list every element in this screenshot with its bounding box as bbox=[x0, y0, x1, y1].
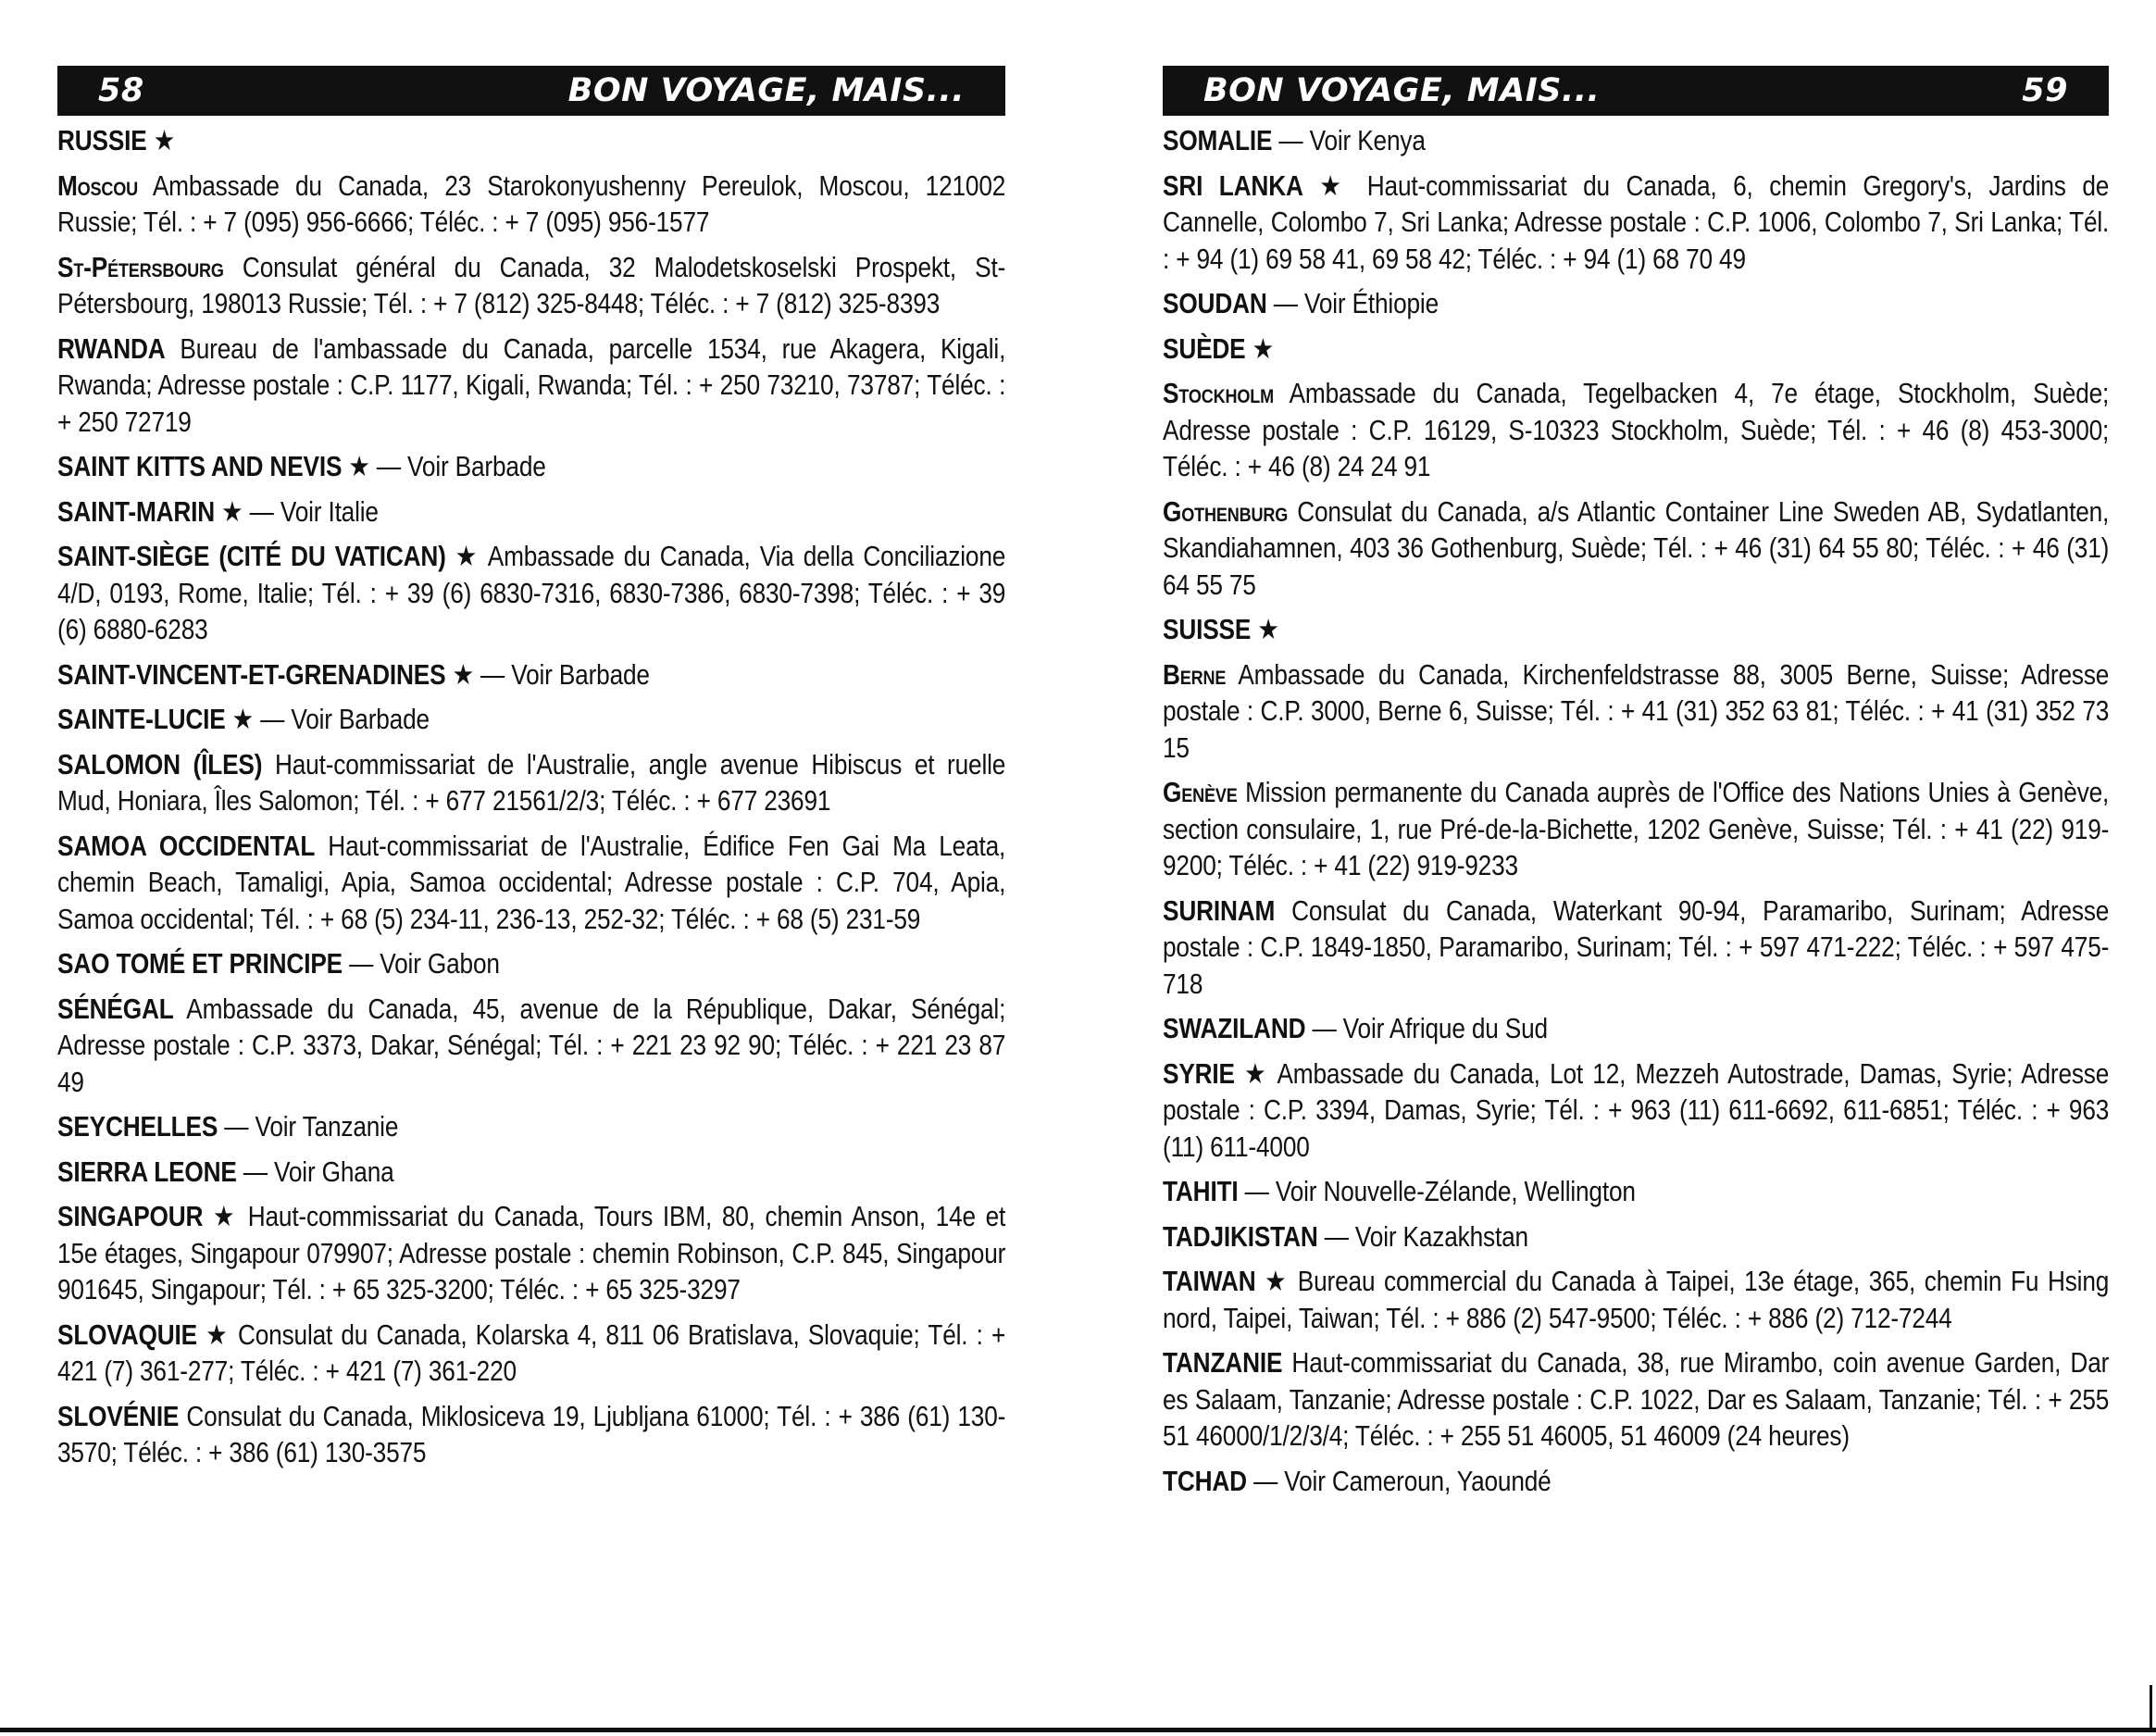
country-name: SOUDAN bbox=[1163, 288, 1267, 319]
entry-text: Consulat du Canada, Miklosiceva 19, Ljubljana 61000; Tél. : + 386 (61) 130-3570; Téléc. : + 386 (61) 130-3575 bbox=[57, 1400, 1006, 1468]
country-name: TAHITI bbox=[1163, 1176, 1239, 1207]
directory-entry bbox=[57, 657, 1005, 694]
country-name: SURINAM bbox=[1163, 894, 1276, 927]
city-name: Genève bbox=[1163, 777, 1238, 808]
directory-entry bbox=[1163, 331, 2109, 368]
country-name: SAMOA OCCIDENTAL bbox=[57, 830, 316, 862]
star-icon: ★ bbox=[1319, 169, 1352, 202]
country-name: SAINT KITTS AND NEVIS bbox=[57, 451, 343, 482]
directory-entry bbox=[1163, 1264, 2109, 1337]
country-name: TAIWAN bbox=[1163, 1266, 1256, 1297]
entry-text: Ambassade du Canada, Lot 12, Mezzeh Autostrade, Damas, Syrie; Adresse postale : C.P. 3394, Damas, Syrie; Tél. : + 963 (11) 611-6692, 611-6851; Téléc. : + 963 (11) 611-4000 bbox=[1163, 1057, 2110, 1163]
entry-text: Haut-commissariat de l'Australie, angle avenue Hibiscus et ruelle Mud, Honiara, Îles Salomon; Tél. : + 677 21561/2/3; Téléc. : + 677 23691 bbox=[57, 748, 1006, 817]
entry-text: — Voir Nouvelle-Zélande, Wellington bbox=[1244, 1176, 1636, 1207]
country-name: SAO TOMÉ ET PRINCIPE bbox=[57, 948, 343, 980]
city-name: Moscou bbox=[57, 169, 139, 202]
country-name: SINGAPOUR bbox=[57, 1201, 204, 1232]
city-name: Berne bbox=[1163, 658, 1227, 691]
entry-text: Consulat du Canada, a/s Atlantic Container Line Sweden AB, Sydatlanten, Skandiahamnen, 403 36 Gothenburg, Suède; Tél. : + 46 (31) 64 55 80; Téléc. : + 46 (31) 64 55 75 bbox=[1163, 495, 2110, 601]
directory-entry bbox=[1163, 286, 2109, 323]
left-page-header bbox=[57, 66, 1005, 116]
country-name: SÉNÉGAL bbox=[57, 993, 174, 1025]
country-name: TADJIKISTAN bbox=[1163, 1220, 1318, 1253]
directory-entry bbox=[57, 539, 1005, 649]
directory-entry bbox=[57, 747, 1005, 820]
directory-entry bbox=[57, 992, 1005, 1102]
city-name: Stockholm bbox=[1163, 378, 1274, 409]
star-icon: ★ bbox=[452, 658, 474, 691]
directory-entry bbox=[57, 1318, 1005, 1391]
left-page bbox=[57, 66, 1005, 1480]
left-page-number: 58 bbox=[98, 72, 144, 109]
entry-text: Haut-commissariat de l'Australie, Édifice Fen Gai Ma Leata, chemin Beach, Tamaligi, Apia, Samoa occidental; Adresse postale : C.P. 704, Apia, Samoa occidental; Tél. : + 68 (5) 234-11, 236-13, 252-32; Téléc. : + 68 (5) 231-59 bbox=[57, 830, 1006, 935]
country-name: TANZANIE bbox=[1163, 1347, 1283, 1379]
entry-text: Consulat du Canada, Kolarska 4, 811 06 Bratislava, Slovaquie; Tél. : + 421 (7) 361-277; Téléc. : + 421 (7) 361-220 bbox=[57, 1318, 1006, 1387]
entry-text: Ambassade du Canada, Via della Conciliazione 4/D, 0193, Rome, Italie; Tél. : + 39 (6) 6830-7316, 6830-7386, 6830-7398; Téléc. : + 39 (6) 6880-6283 bbox=[57, 541, 1006, 645]
directory-entry bbox=[1163, 893, 2109, 1004]
country-name: SUÈDE bbox=[1163, 332, 1246, 365]
star-icon: ★ bbox=[455, 541, 480, 572]
country-name: SAINTE-LUCIE bbox=[57, 704, 226, 735]
bottom-rule bbox=[0, 1728, 2156, 1732]
country-name: SYRIE bbox=[1163, 1057, 1235, 1090]
right-page-number: 59 bbox=[2022, 72, 2068, 109]
directory-entry bbox=[57, 1155, 1005, 1192]
directory-entry bbox=[1163, 657, 2109, 768]
star-icon: ★ bbox=[348, 451, 370, 482]
entry-text: — Voir Éthiopie bbox=[1273, 288, 1439, 319]
country-name: SLOVAQUIE bbox=[57, 1318, 197, 1351]
entry-text: Bureau de l'ambassade du Canada, parcelle 1534, rue Akagera, Kigali, Rwanda; Adresse postale : C.P. 1177, Kigali, Rwanda; Tél. : + 250 73210, 73787; Téléc. : + 250 72719 bbox=[57, 332, 1006, 438]
directory-entry bbox=[57, 1199, 1005, 1309]
directory-entry bbox=[57, 331, 1005, 442]
entry-text: Haut-commissariat du Canada, Tours IBM, 80, chemin Anson, 14e et 15e étages, Singapour 079907; Adresse postale : chemin Robinson, C.P. 845, Singapour 901645, Singapour; Tél. : + 65 325-3200; Téléc. : + 65 325-3297 bbox=[57, 1201, 1006, 1305]
country-name: SRI LANKA bbox=[1163, 169, 1303, 202]
directory-entry bbox=[57, 169, 1005, 242]
star-icon: ★ bbox=[213, 1201, 238, 1232]
entry-text: — Voir Afrique du Sud bbox=[1312, 1013, 1548, 1044]
entry-text: — Voir Ghana bbox=[243, 1155, 394, 1188]
entry-text: — Voir Barbade bbox=[480, 658, 650, 691]
entry-text: — Voir Tanzanie bbox=[224, 1111, 399, 1143]
entry-text: Ambassade du Canada, 23 Starokonyushenny Pereulok, Moscou, 121002 Russie; Tél. : + 7 (095) 956-6666; Téléc. : + 7 (095) 956-1577 bbox=[57, 169, 1006, 238]
country-name: SUISSE bbox=[1163, 614, 1252, 645]
country-name: SAINT-VINCENT-ET-GRENADINES bbox=[57, 658, 446, 691]
country-name: SOMALIE bbox=[1163, 125, 1273, 156]
country-name: RWANDA bbox=[57, 332, 166, 365]
directory-entry bbox=[57, 1399, 1005, 1472]
directory-entry bbox=[1163, 612, 2109, 649]
country-name: SLOVÉNIE bbox=[57, 1400, 180, 1432]
directory-entry bbox=[1163, 494, 2109, 605]
star-icon: ★ bbox=[1244, 1057, 1269, 1090]
directory-entry bbox=[57, 702, 1005, 739]
entry-text: — Voir Kenya bbox=[1278, 125, 1426, 156]
entry-text: Ambassade du Canada, 45, avenue de la République, Dakar, Sénégal; Adresse postale : C.P. 3373, Dakar, Sénégal; Tél. : + 221 23 92 90; Téléc. : + 221 23 87 49 bbox=[57, 993, 1006, 1098]
country-name: SIERRA LEONE bbox=[57, 1155, 237, 1188]
country-name: RUSSIE bbox=[57, 125, 147, 156]
city-name: St-Pétersbourg bbox=[57, 251, 224, 283]
entry-text: Bureau commercial du Canada à Taipei, 13e étage, 365, chemin Fu Hsing nord, Taipei, Taiwan; Tél. : + 886 (2) 547-9500; Téléc. : + 886 (2) 712-7244 bbox=[1163, 1266, 2110, 1334]
entry-text: Haut-commissariat du Canada, 6, chemin Gregory's, Jardins de Cannelle, Colombo 7, Sri Lanka; Adresse postale : C.P. 1006, Colombo 7, Sri Lanka; Tél. : + 94 (1) 69 58 41, 69 58 42; Téléc. : + 94 (1) 68 70 49 bbox=[1163, 169, 2110, 275]
star-icon: ★ bbox=[231, 704, 255, 735]
star-icon: ★ bbox=[1265, 1266, 1290, 1297]
directory-entry bbox=[1163, 169, 2109, 279]
directory-entry bbox=[57, 494, 1005, 531]
star-icon: ★ bbox=[1257, 614, 1279, 645]
directory-entry bbox=[57, 123, 1005, 160]
entry-text: Mission permanente du Canada auprès de l'Office des Nations Unies à Genève, section consulaire, 1, rue Pré-de-la-Bichette, 1202 Genève, Suisse; Tél. : + 41 (22) 919-9200; Téléc. : + 41 (22) 919-9233 bbox=[1163, 777, 2110, 881]
right-page-header bbox=[1163, 66, 2109, 116]
left-entry-list bbox=[57, 123, 1005, 1472]
directory-entry bbox=[1163, 1345, 2109, 1455]
star-icon: ★ bbox=[221, 495, 243, 528]
directory-entry bbox=[1163, 1219, 2109, 1256]
directory-entry bbox=[57, 829, 1005, 939]
directory-entry bbox=[1163, 376, 2109, 486]
country-name: SALOMON (ÎLES) bbox=[57, 748, 263, 781]
entry-text: Ambassade du Canada, Kirchenfeldstrasse 88, 3005 Berne, Suisse; Adresse postale : C.P. 3000, Berne 6, Suisse; Tél. : + 41 (31) 352 63 81; Téléc. : + 41 (31) 352 73 15 bbox=[1163, 658, 2110, 764]
left-running-title: BON VOYAGE, MAIS... bbox=[567, 72, 965, 109]
star-icon: ★ bbox=[206, 1318, 230, 1351]
country-name: SAINT-SIÈGE (CITÉ DU VATICAN) bbox=[57, 541, 446, 572]
star-icon: ★ bbox=[1252, 332, 1274, 365]
directory-entry bbox=[57, 250, 1005, 323]
country-name: TCHAD bbox=[1163, 1465, 1247, 1497]
directory-entry bbox=[1163, 123, 2109, 160]
right-page bbox=[1163, 66, 2109, 1508]
directory-entry bbox=[1163, 1174, 2109, 1211]
star-icon: ★ bbox=[153, 125, 176, 156]
entry-text: — Voir Barbade bbox=[376, 451, 546, 482]
directory-entry bbox=[1163, 1056, 2109, 1167]
right-entry-list bbox=[1163, 123, 2109, 1500]
country-name: SWAZILAND bbox=[1163, 1013, 1306, 1044]
city-name: Gothenburg bbox=[1163, 495, 1289, 528]
entry-text: Haut-commissariat du Canada, 38, rue Mirambo, coin avenue Garden, Dar es Salaam, Tanzanie; Adresse postale : C.P. 1022, Dar es Salaam, Tanzanie; Tél. : + 255 51 46000/1/2/3/4; Téléc. : + 255 51 46005, 51 46009 (24 heures) bbox=[1163, 1347, 2110, 1452]
country-name: SEYCHELLES bbox=[57, 1111, 218, 1143]
entry-text: — Voir Barbade bbox=[260, 704, 430, 735]
entry-text: — Voir Cameroun, Yaoundé bbox=[1253, 1465, 1552, 1497]
directory-entry bbox=[1163, 1011, 2109, 1048]
entry-text: Ambassade du Canada, Tegelbacken 4, 7e étage, Stockholm, Suède; Adresse postale : C.P. 16129, S-10323 Stockholm, Suède; Tél. : + 46 (8) 453-3000; Téléc. : + 46 (8) 24 24 91 bbox=[1163, 378, 2110, 482]
page-edge-mark bbox=[2150, 1685, 2152, 1730]
country-name: SAINT-MARIN bbox=[57, 495, 216, 528]
entry-text: — Voir Italie bbox=[249, 495, 379, 528]
entry-text: — Voir Kazakhstan bbox=[1324, 1220, 1528, 1253]
right-running-title: BON VOYAGE, MAIS... bbox=[1203, 72, 1601, 109]
entry-text: Consulat du Canada, Waterkant 90-94, Paramaribo, Surinam; Adresse postale : C.P. 1849-1850, Paramaribo, Surinam; Tél. : + 597 471-222; Téléc. : + 597 475-718 bbox=[1163, 894, 2110, 1000]
entry-text: Consulat général du Canada, 32 Malodetskoselski Prospekt, St-Pétersbourg, 198013 Russie; Tél. : + 7 (812) 325-8448; Téléc. : + 7 (812) 325-8393 bbox=[57, 251, 1006, 319]
directory-entry bbox=[1163, 775, 2109, 885]
directory-entry bbox=[1163, 1464, 2109, 1501]
directory-entry bbox=[57, 946, 1005, 983]
directory-entry bbox=[57, 1109, 1005, 1146]
directory-entry bbox=[57, 449, 1005, 486]
entry-text: — Voir Gabon bbox=[349, 948, 500, 980]
